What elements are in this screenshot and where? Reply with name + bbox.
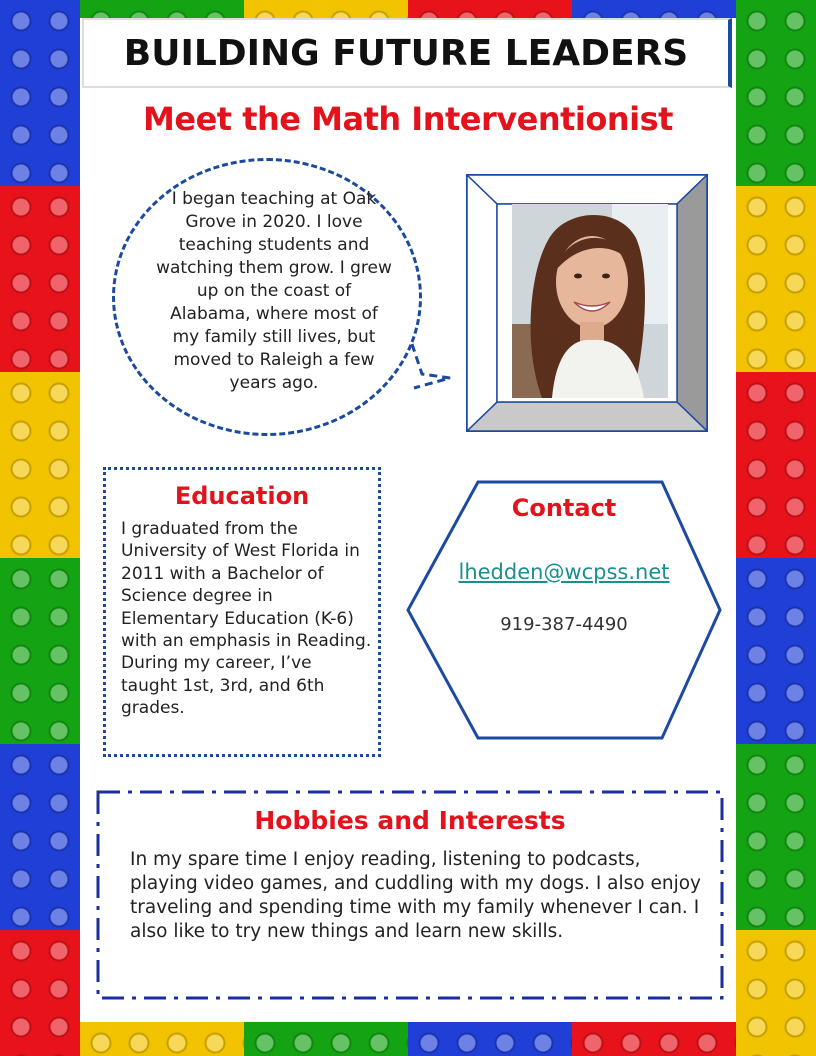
page-title: BUILDING FUTURE LEADERS — [123, 32, 689, 74]
hobbies-text: In my spare time I enjoy reading, listening to podcasts, playing video games, and cuddling with my dogs. I also enjoy traveling and spending time with my family whenever I can. I also like to try new things and learn new skills. — [130, 849, 701, 942]
speech-bubble-tail — [408, 340, 454, 390]
lego-border-block — [0, 0, 80, 186]
lego-border-block — [244, 0, 408, 18]
lego-border-block — [736, 744, 816, 930]
lego-border-block — [736, 0, 816, 186]
lego-border-block — [572, 1022, 736, 1056]
lego-border-block — [0, 186, 80, 372]
lego-border-block — [0, 744, 80, 930]
lego-border-block — [80, 1022, 244, 1056]
intro-text: I began teaching at Oak Grove in 2020. I love teaching students and watching them grow. I grew up on the coast of Alabama, where most of my family still lives, but moved to Raleigh a few years ago. — [156, 189, 392, 393]
portrait-photo — [512, 204, 668, 398]
contact-heading: Contact — [511, 494, 617, 522]
lego-border-block — [736, 372, 816, 558]
lego-border-block — [408, 0, 572, 18]
lego-border-block — [736, 186, 816, 372]
education-heading: Education — [174, 482, 310, 510]
contact-email-link[interactable]: lhedden@wcpss.net — [458, 560, 670, 584]
lego-border-block — [0, 372, 80, 558]
header-banner — [82, 18, 732, 88]
lego-border-block — [80, 0, 244, 18]
lego-border-block — [244, 1022, 408, 1056]
lego-border-block — [0, 930, 80, 1056]
page-subtitle: Meet the Math Interventionist — [143, 100, 673, 138]
contact-phone: 919-387-4490 — [500, 614, 628, 635]
lego-border-block — [0, 558, 80, 744]
lego-border-block — [736, 558, 816, 744]
lego-border-block — [736, 930, 816, 1056]
lego-border-block — [572, 0, 736, 18]
hobbies-heading: Hobbies and Interests — [254, 806, 566, 835]
education-text: I graduated from the University of West Florida in 2011 with a Bachelor of Science degree in Elementary Education (K-6) with an emphasis in Reading. During my career, I’ve taught 1st, 3rd, and 6th grades. — [121, 519, 372, 719]
lego-border-block — [408, 1022, 572, 1056]
